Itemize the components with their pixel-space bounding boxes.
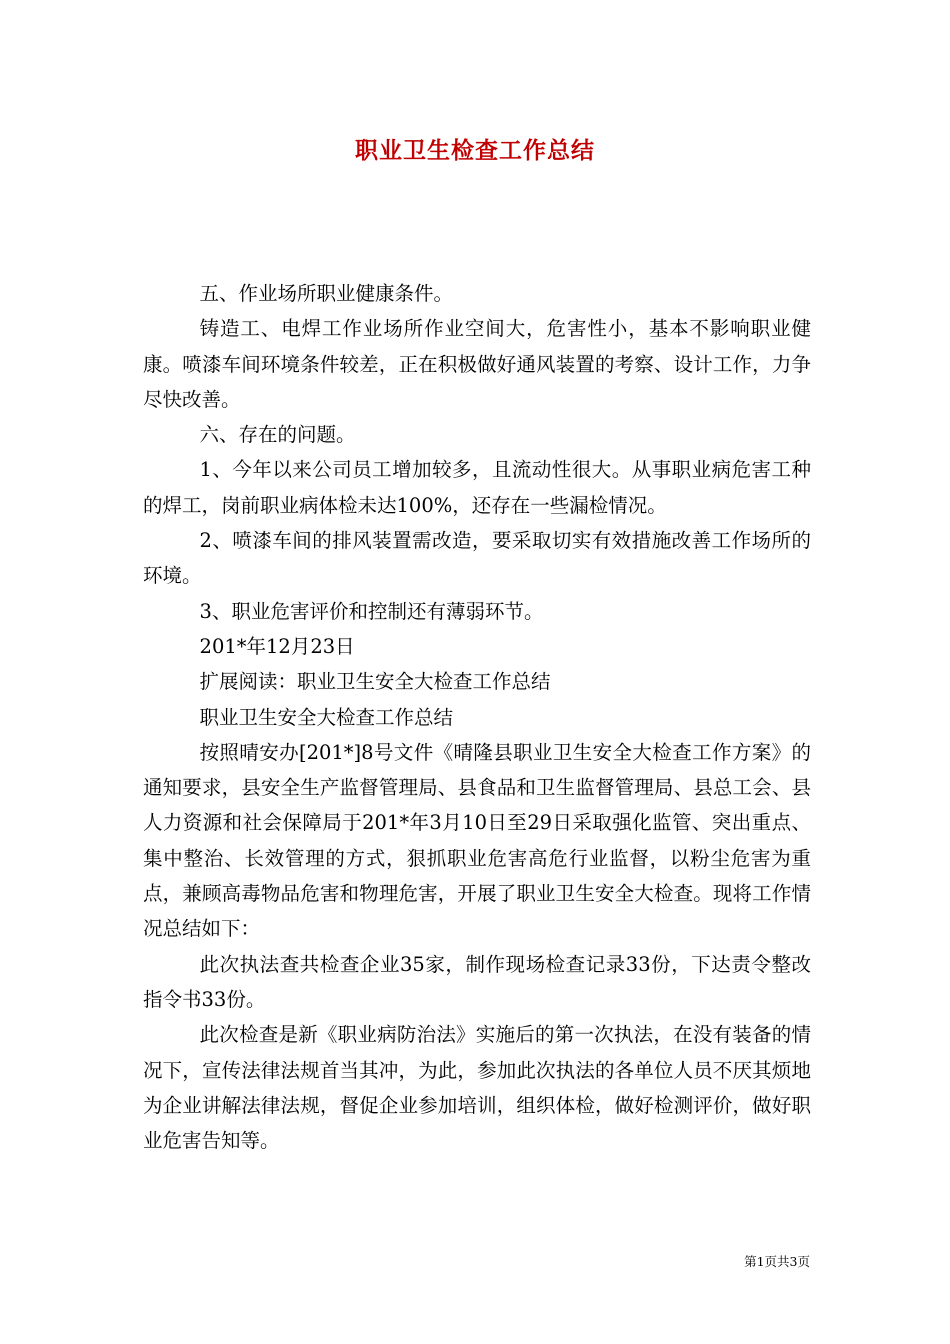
- list-item: 3、职业危害评价和控制还有薄弱环节。: [199, 599, 544, 623]
- extended-reading-line: 扩展阅读：职业卫生安全大检查工作总结: [199, 670, 551, 694]
- list-item: 2、喷漆车间的排风装置需改造，要采取切实有效措施改善工作场所的环境。: [143, 529, 811, 588]
- paragraph: 此次执法查共检查企业35家，制作现场检查记录33份，下达责令整改指令书33份。: [143, 952, 811, 1011]
- paragraph: 按照晴安办[201*]8号文件《晴隆县职业卫生安全大检查工作方案》的通知要求，县安全生产监督管理局、县食品和卫生监督管理局、县总工会、县人力资源和社会保障局于201*年3月10日至29日采取强化监管、突出重点、集中整治、长效管理的方式，狠抓职业危害高危行业监督，以粉尘危害为重点，兼顾高毒物品危害和物理危害，开展了职业卫生安全大检查。现将工作情况总结如下：: [143, 740, 811, 941]
- page-number: 第1页共3页: [744, 1254, 810, 1269]
- list-item: 1、今年以来公司员工增加较多，且流动性很大。从事职业病危害工种的焊工，岗前职业病体检未达100%，还存在一些漏检情况。: [143, 458, 811, 517]
- paragraph: 铸造工、电焊工作业场所作业空间大，危害性小，基本不影响职业健康。喷漆车间环境条件较差，正在积极做好通风装置的考察、设计工作，力争尽快改善。: [143, 317, 811, 411]
- document-body: [143, 276, 811, 1158]
- subtitle: 职业卫生安全大检查工作总结: [199, 705, 454, 729]
- paragraph: 此次检查是新《职业病防治法》实施后的第一次执法，在没有装备的情况下，宣传法律法规首当其冲，为此，参加此次执法的各单位人员不厌其烦地为企业讲解法律法规，督促企业参加培训，组织体检，做好检测评价，做好职业危害告知等。: [143, 1023, 811, 1153]
- date-line: 201*年12月23日: [199, 634, 355, 658]
- section-heading-6: 六、存在的问题。: [199, 423, 356, 447]
- document-title: 职业卫生检查工作总结: [355, 137, 595, 164]
- section-heading-5: 五、作业场所职业健康条件。: [199, 282, 454, 305]
